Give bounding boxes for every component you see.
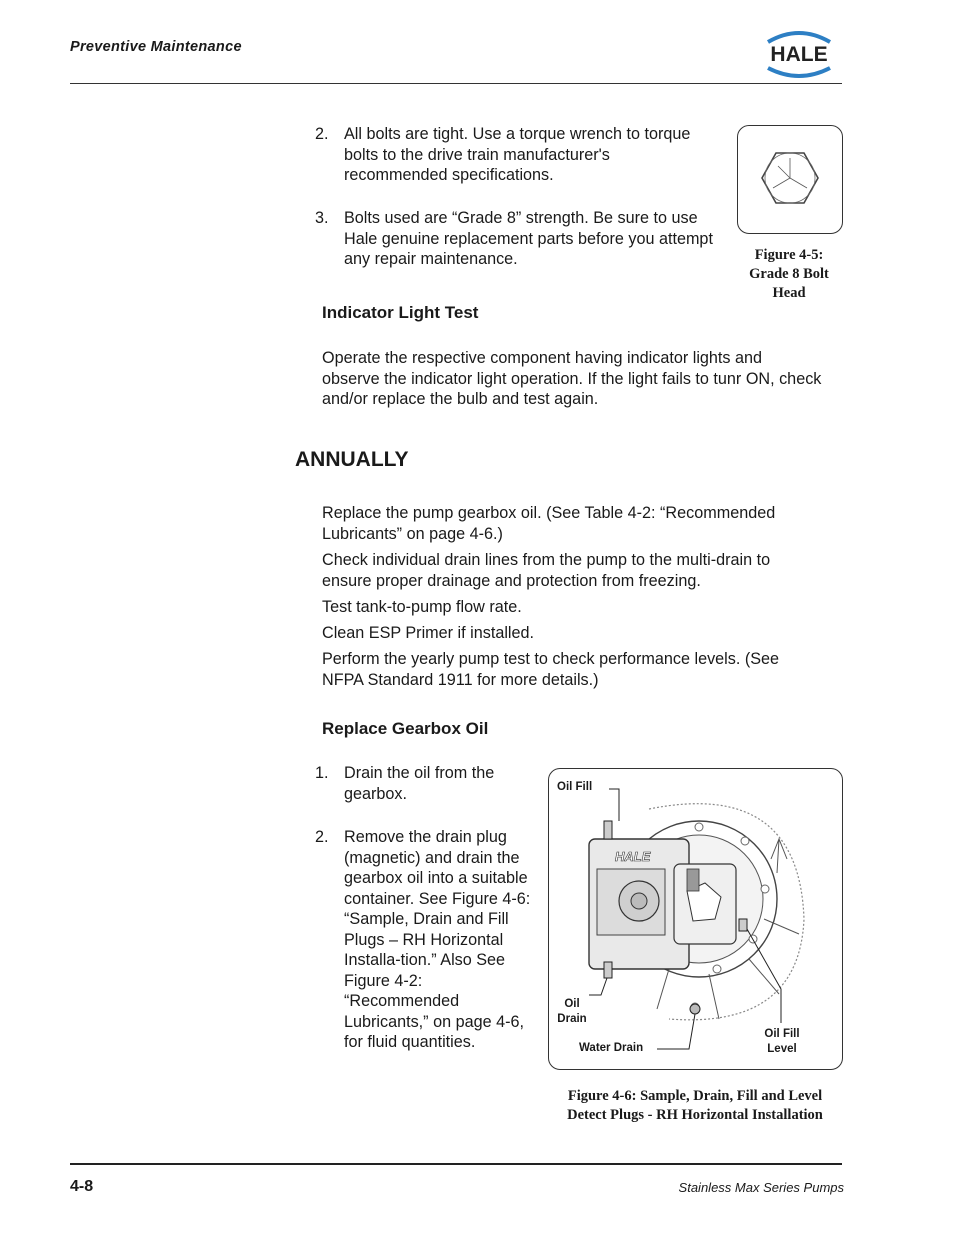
figure-4-6-caption: Figure 4-6: Sample, Drain, Fill and Level Detect Plugs - RH Horizontal Installation (567, 1088, 823, 1123)
annually-item: Replace the pump gearbox oil. (See Table 4-2: “Recommended Lubricants” on page 4-6.) (322, 504, 776, 543)
annually-item: Clean ESP Primer if installed. (322, 624, 535, 642)
figure-4-5-caption: Figure 4-5: Grade 8 Bolt Head (749, 247, 829, 301)
list-item-text: Bolts used are “Grade 8” strength. Be sure to use Hale genuine replacement parts before you attempt any repair maintenance. (344, 209, 713, 268)
document-title: Stainless Max Series Pumps (678, 1180, 844, 1195)
grade-8-bolt-figure (737, 125, 843, 234)
pump-plugs-figure (548, 768, 843, 1070)
list-item-number: 3. (315, 209, 329, 227)
page-number: 4-8 (70, 1178, 94, 1195)
indicator-light-heading: Indicator Light Test (322, 303, 479, 322)
indicator-light-text: Operate the respective component having indicator lights and observe the indicator light operation. If the light fails to tunr ON, check and/or replace the bulb and test again. (322, 349, 822, 408)
oil-fill-label: Oil Fill (557, 781, 593, 793)
step-number: 2. (315, 828, 329, 846)
logo-text: HALE (770, 43, 828, 66)
pump-brand-label: HALE (615, 849, 651, 864)
oil-fill-level-label: Oil Fill Level (764, 1028, 800, 1055)
header-section-title: Preventive Maintenance (70, 39, 242, 55)
list-item-text: All bolts are tight. Use a torque wrench to torque bolts to the drive train manufacturer's recommended specifications. (344, 125, 691, 184)
replace-gearbox-heading: Replace Gearbox Oil (322, 719, 489, 738)
annually-item: Check individual drain lines from the pump to the multi-drain to ensure proper drainage and protection from freezing. (322, 551, 771, 590)
header-rule (70, 83, 842, 84)
hale-logo (756, 26, 842, 82)
footer-rule (70, 1163, 842, 1165)
bolt-head-icon (738, 126, 842, 233)
pump-gearbox-drawing (549, 769, 842, 1069)
annually-item: Test tank-to-pump flow rate. (322, 598, 522, 616)
annually-heading: ANNUALLY (295, 448, 409, 471)
water-drain-label: Water Drain (579, 1042, 644, 1054)
step-number: 1. (315, 764, 329, 782)
list-item-number: 2. (315, 125, 329, 143)
step-text: Remove the drain plug (magnetic) and drain the gearbox oil into a suitable container. See Figure 4-6: “Sample, Drain and Fill Plugs – RH Horizontal Installa-tion.” Also See Figure 4-2: “Recommended Lubricants,” on page 4-6, for fluid quantities. (344, 828, 531, 1051)
step-text: Drain the oil from the gearbox. (344, 764, 495, 803)
annually-item: Perform the yearly pump test to check performance levels. (See NFPA Standard 1911 for more details.) (322, 650, 780, 689)
oil-drain-label: Oil Drain (557, 998, 587, 1025)
